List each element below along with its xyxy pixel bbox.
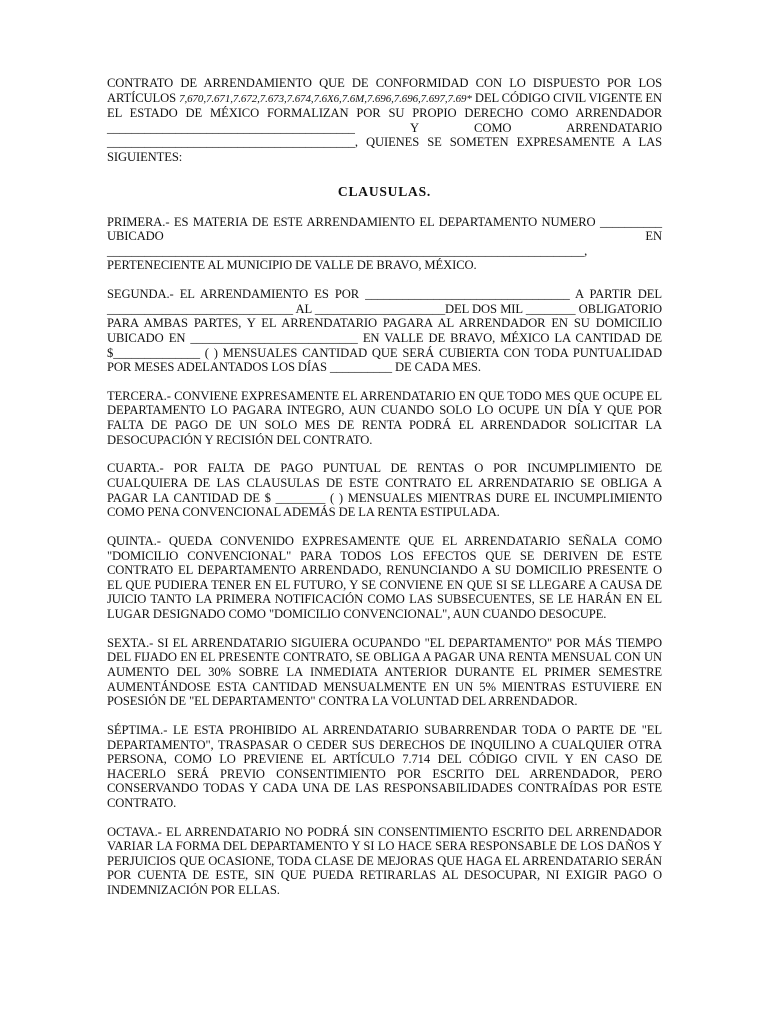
clause-segunda: SEGUNDA.- EL ARRENDAMIENTO ES POR _________________________________ A PARTIR DEL ______________________________ AL _____________________DEL DOS MIL ________ OBLIGATORIO PARA AMBAS PARTES, Y EL ARRENDATARIO PAGARA AL ARRENDADOR EN SU DOMICILIO UBICADO EN ___________________________ EN VALLE DE BRAVO, MÉXICO LA CANTIDAD DE $______________ ( ) MENSUALES CANTIDAD QUE SERÁ CUBIERTA CON TODA PUNTUALIDAD POR MESES ADELANTADOS LOS DÍAS __________ DE CADA MES. xyxy=(107,287,662,375)
clauses-heading: CLAUSULAS. xyxy=(337,183,432,199)
clause-octava: OCTAVA.- EL ARRENDATARIO NO PODRÁ SIN CONSENTIMIENTO ESCRITO DEL ARRENDADOR VARIAR LA FORMA DEL DEPARTAMENTO Y SI LO HACE SERA RESPONSABLE DE LOS DAÑOS Y PERJUICIOS QUE OCASIONE, TODA CLASE DE MEJORAS QUE HAGA EL ARRENDATARIO SERÁN POR CUENTA DE ESTE, SIN QUE PUEDA RETIRARLAS AL DESOCUPAR, NI EXIGIR PAGO O INDEMNIZACIÓN POR ELLAS. xyxy=(107,824,662,898)
intro-articles: 7,670,7.671,7.672,7.673,7.674,7.6X6,7.6M,7.696,7.696,7.697,7.69* xyxy=(179,92,472,105)
contract-intro xyxy=(107,76,662,165)
intro-text-start: CONTRATO DE ARRENDAMIENTO QUE DE CONFORMIDAD CON LO DISPUESTO POR LOS ARTÍCULOS xyxy=(107,76,662,105)
clause-tercera: TERCERA.- CONVIENE EXPRESAMENTE EL ARRENDATARIO EN QUE TODO MES QUE OCUPE EL DEPARTAMENTO LO PAGARA INTEGRO, AUN CUANDO SOLO LO OCUPE UN DÍA Y QUE POR FALTA DE PAGO DE UN SOLO MES DE RENTA PODRÁ EL ARRENDADOR SOLICITAR LA DESOCUPACIÓN Y RECISIÓN DEL CONTRATO. xyxy=(107,388,662,447)
intro-text-end: DEL CÓDIGO CIVIL VIGENTE EN EL ESTADO DE MÉXICO FORMALIZAN POR SU PROPIO DERECHO COMO ARRENDADOR ________________________________________ Y COMO ARRENDATARIO ________________________________________, QUIENES SE SOMETEN EXPRESAMENTE A LAS SIGUIENTES: xyxy=(107,90,663,164)
clause-quinta: QUINTA.- QUEDA CONVENIDO EXPRESAMENTE QUE EL ARRENDATARIO SEÑALA COMO "DOMICILIO CONVENCIONAL" PARA TODOS LOS EFECTOS QUE SE DERIVEN DE ESTE CONTRATO EL DEPARTAMENTO ARRENDADO, RENUNCIANDO A SU DOMICILIO PRESENTE O EL QUE PUDIERA TENER EN EL FUTURO, Y SE CONVIENE EN QUE SI SE LLEGARE A CAUSA DE JUICIO TANTO LA PRIMERA NOTIFICACIÓN COMO LAS SUBSECUENTES, SE LE HARÁN EN EL LUGAR DESIGNADO COMO "DOMICILIO CONVENCIONAL", AUN CUANDO DESOCUPE. xyxy=(107,534,662,621)
clause-sexta: SEXTA.- SI EL ARRENDATARIO SIGUIERA OCUPANDO "EL DEPARTAMENTO" POR MÁS TIEMPO DEL FIJADO EN EL PRESENTE CONTRATO, SE OBLIGA A PAGAR UNA RENTA MENSUAL CON UN AUMENTO DEL 30% SOBRE LA INMEDIATA ANTERIOR DURANTE EL PRIMER SEMESTRE AUMENTÁNDOSE ESTA CANTIDAD MENSUALMENTE EN UN 5% MIENTRAS ESTUVIERE EN POSESIÓN DE "EL DEPARTAMENTO" CONTRA LA VOLUNTAD DEL ARRENDADOR. xyxy=(107,635,662,709)
clause-septima: SÉPTIMA.- LE ESTA PROHIBIDO AL ARRENDATARIO SUBARRENDAR TODA O PARTE DE "EL DEPARTAMENTO", TRASPASAR O CEDER SUS DERECHOS DE INQUILINO A CUALQUIER OTRA PERSONA, COMO LO PREVIENE EL ARTÍCULO 7.714 DEL CÓDIGO CIVIL Y EN CASO DE HACERLO SERÁ PREVIO CONSENTIMIENTO POR ESCRITO DEL ARRENDADOR, PERO CONSERVANDO TODAS Y CADA UNA DE LAS RESPONSABILIDADES CONTRAÍDAS POR ESTE CONTRATO. xyxy=(107,722,662,810)
clause-cuarta: CUARTA.- POR FALTA DE PAGO PUNTUAL DE RENTAS O POR INCUMPLIMIENTO DE CUALQUIERA DE LAS CLAUSULAS DE ESTE CONTRATO EL ARRENDATARIO SE OBLIGA A PAGAR LA CANTIDAD DE $ ________ ( ) MENSUALES MIENTRAS DURE EL INCUMPLIMIENTO COMO PENA CONVENCIONAL ADEMÁS DE LA RENTA ESTIPULADA. xyxy=(107,461,662,520)
clause-primera: PRIMERA.- ES MATERIA DE ESTE ARRENDAMIENTO EL DEPARTAMENTO NUMERO __________ UBICADO EN _____________________________________________________________________________, PERTENECIENTE AL MUNICIPIO DE VALLE DE BRAVO, MÉXICO. xyxy=(107,214,662,273)
